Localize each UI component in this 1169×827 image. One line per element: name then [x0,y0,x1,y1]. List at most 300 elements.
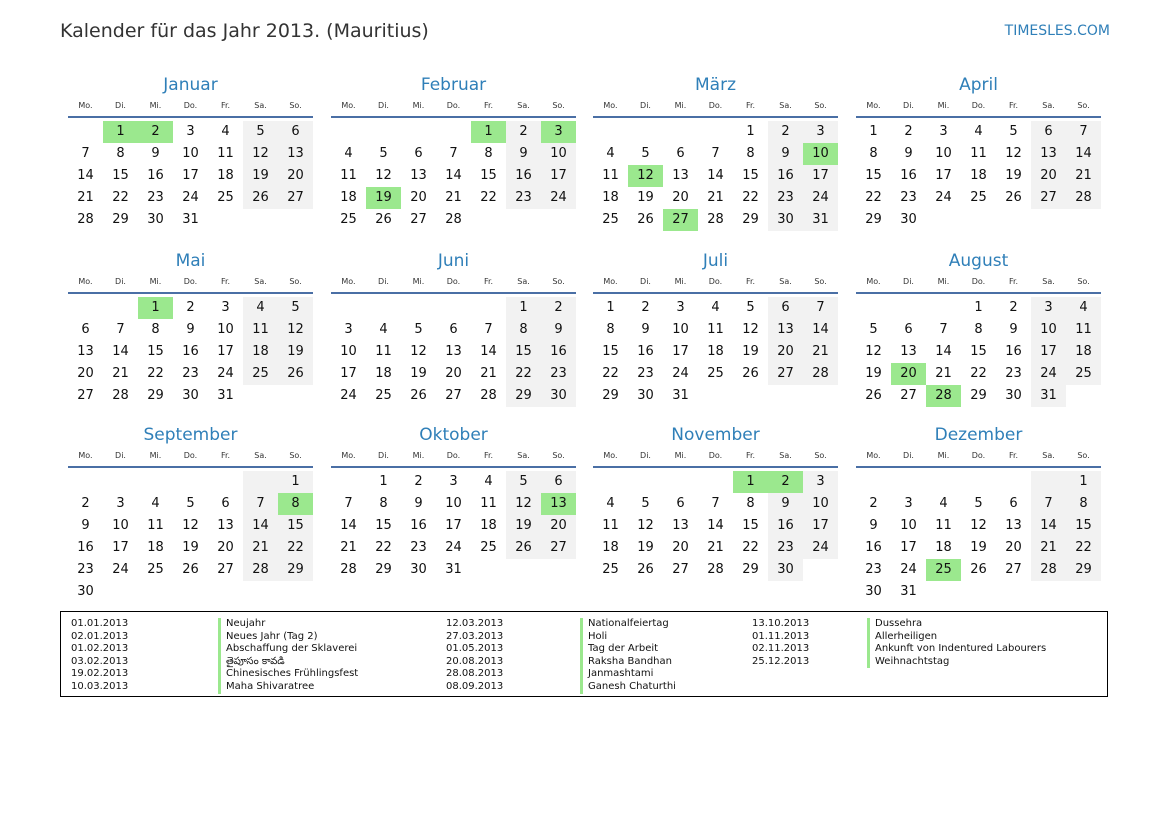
day-cell: 28 [480,388,497,403]
day-cell: 24 [672,366,689,381]
day-cell: 13 [900,344,917,359]
weekday-label: Mo. [866,277,881,286]
empty-day-cell [103,471,138,493]
day-cell: 21 [77,190,94,205]
day-cell: 24 [803,187,838,209]
weekday-label: Do. [446,277,461,286]
day-cell: 24 [217,366,234,381]
day-cell: 27 [541,537,576,559]
holiday-day-cell: 1 [733,471,768,493]
day-cell: 14 [707,168,724,183]
day-cell: 13 [410,168,427,183]
day-cell: 14 [1031,515,1066,537]
day-cell: 20 [768,341,803,363]
day-cell: 5 [278,297,313,319]
day-cell: 3 [344,322,353,337]
day-cell: 14 [480,344,497,359]
holiday-date: 28.08.2013 [446,668,504,680]
day-cell: 7 [344,496,353,511]
weekday-label: Fr. [483,277,494,286]
day-cell: 29 [602,388,619,403]
day-cell: 5 [186,496,195,511]
day-cell: 16 [77,540,94,555]
day-cell: 6 [541,471,576,493]
day-grid [68,297,313,407]
weekday-label: Mo. [341,451,356,460]
day-cell: 28 [445,212,462,227]
weekday-label: Mi. [674,277,687,286]
day-cell: 18 [1066,341,1101,363]
day-cell: 12 [243,143,278,165]
day-cell: 4 [606,496,615,511]
day-cell: 23 [900,190,917,205]
holiday-name: Dussehra [867,618,1046,631]
day-cell: 21 [935,366,952,381]
holiday-date: 01.01.2013 [71,618,129,629]
day-cell: 16 [410,518,427,533]
day-cell: 24 [803,537,838,559]
day-cell: 25 [217,190,234,205]
day-cell: 7 [484,322,493,337]
day-cell: 6 [414,146,423,161]
day-cell: 4 [1066,297,1101,319]
day-cell: 28 [243,559,278,581]
day-grid [68,121,313,231]
day-cell: 26 [865,388,882,403]
holiday-date: 02.01.2013 [71,630,129,642]
day-cell: 15 [1066,515,1101,537]
day-cell: 22 [970,366,987,381]
month-name: März [695,75,736,95]
day-cell: 13 [217,518,234,533]
day-cell: 9 [768,143,803,165]
holiday-name: Nationalfeiertag [580,618,676,631]
weekday-label: Fr. [483,101,494,110]
day-cell: 21 [340,540,357,555]
day-cell: 24 [445,540,462,555]
day-cell: 7 [1031,493,1066,515]
holiday-name: Raksha Bandhan [580,656,676,669]
holiday-name: Neujahr [218,618,358,631]
day-cell: 22 [147,366,164,381]
empty-day-cell [471,297,506,319]
day-cell: 19 [410,366,427,381]
holiday-name: Holi [580,631,676,644]
day-cell: 8 [869,146,878,161]
day-cell: 17 [182,168,199,183]
day-cell: 23 [637,366,654,381]
day-cell: 23 [541,363,576,385]
day-cell: 8 [116,146,125,161]
weekday-label: Mo. [866,451,881,460]
day-cell: 11 [1066,319,1101,341]
month-name: Februar [420,75,487,95]
day-cell: 18 [375,366,392,381]
empty-day-cell [401,121,436,143]
weekday-label: So. [552,277,565,286]
weekday-label: Do. [708,101,723,110]
day-cell: 21 [707,540,724,555]
weekday-label: Mi. [674,451,687,460]
day-cell: 10 [541,143,576,165]
weekday-label: Mo. [78,277,93,286]
legend-names-col-1 [218,618,358,694]
day-cell: 8 [974,322,983,337]
day-cell: 10 [445,496,462,511]
day-cell: 4 [243,297,278,319]
day-cell: 2 [81,496,90,511]
holiday-name: Janmashtami [580,668,676,681]
holiday-date: 19.02.2013 [71,668,129,680]
day-cell: 4 [711,300,720,315]
weekday-label: Mi. [412,101,425,110]
holiday-name: Ganesh Chaturthi [580,681,676,694]
empty-day-cell [961,471,996,493]
day-cell: 6 [768,297,803,319]
day-cell: 16 [147,168,164,183]
day-cell: 26 [742,366,759,381]
weekday-label: Do. [446,451,461,460]
weekday-label: Mi. [937,101,950,110]
day-cell: 24 [1031,363,1066,385]
day-cell: 26 [182,562,199,577]
day-cell: 3 [676,300,685,315]
day-cell: 1 [1066,471,1101,493]
empty-day-cell [331,121,366,143]
day-cell: 30 [1005,388,1022,403]
day-cell: 8 [606,322,615,337]
day-cell: 14 [935,344,952,359]
day-cell: 25 [243,363,278,385]
empty-day-cell [366,121,401,143]
weekday-header [331,449,576,468]
day-cell: 10 [217,322,234,337]
day-cell: 13 [77,344,94,359]
day-cell: 29 [970,388,987,403]
holiday-date: 01.05.2013 [446,643,504,655]
holiday-day-cell: 8 [278,493,313,515]
weekday-label: Mo. [78,451,93,460]
weekday-label: Di. [115,101,126,110]
weekday-label: Mo. [78,101,93,110]
day-cell: 15 [742,518,759,533]
day-cell: 8 [1066,493,1101,515]
holiday-day-cell: 12 [628,165,663,187]
day-grid [593,121,838,231]
month-name: Oktober [419,425,488,445]
holiday-name: Allerheiligen [867,631,1046,644]
weekday-label: Di. [378,101,389,110]
day-cell: 23 [147,190,164,205]
month-8 [856,247,1101,407]
day-cell: 23 [865,562,882,577]
day-cell: 3 [939,124,948,139]
empty-day-cell [698,121,733,143]
empty-day-cell [68,297,103,319]
day-cell: 31 [1031,385,1066,407]
holiday-day-cell: 1 [471,121,506,143]
day-cell: 2 [904,124,913,139]
holiday-day-cell: 27 [663,209,698,231]
weekday-header [593,275,838,294]
holiday-date: 08.09.2013 [446,680,504,692]
weekday-label: Fr. [483,451,494,460]
day-cell: 31 [217,388,234,403]
day-cell: 19 [970,540,987,555]
day-cell: 15 [147,344,164,359]
day-cell: 22 [742,190,759,205]
page-title: Kalender für das Jahr 2013. (Mauritius) [60,20,429,42]
month-name: Januar [163,75,218,95]
day-cell: 19 [637,190,654,205]
day-cell: 18 [707,344,724,359]
empty-day-cell [628,121,663,143]
day-cell: 8 [746,496,755,511]
weekday-label: Fr. [1008,277,1019,286]
day-cell: 28 [340,562,357,577]
day-cell: 3 [803,121,838,143]
day-cell: 25 [970,190,987,205]
day-cell: 17 [445,518,462,533]
empty-day-cell [68,121,103,143]
day-cell: 14 [707,518,724,533]
day-cell: 24 [900,562,917,577]
day-cell: 28 [1066,187,1101,209]
empty-day-cell [243,471,278,493]
day-cell: 22 [375,540,392,555]
day-cell: 12 [278,319,313,341]
day-cell: 26 [970,562,987,577]
holiday-legend [60,611,1108,697]
month-7 [593,247,838,407]
day-cell: 2 [1009,300,1018,315]
day-cell: 7 [449,146,458,161]
day-cell: 26 [637,212,654,227]
holiday-name: Abschaffung der Sklaverei [218,643,358,656]
empty-day-cell [68,471,103,493]
day-cell: 15 [970,344,987,359]
day-cell: 3 [803,471,838,493]
month-12 [856,421,1101,603]
day-cell: 10 [182,146,199,161]
month-name: Dezember [934,425,1023,445]
weekday-label: Sa. [1042,451,1055,460]
day-cell: 16 [1005,344,1022,359]
weekday-label: Fr. [220,101,231,110]
weekday-label: Fr. [1008,451,1019,460]
day-cell: 30 [768,559,803,581]
day-cell: 29 [865,212,882,227]
day-cell: 29 [147,388,164,403]
day-cell: 11 [375,344,392,359]
empty-day-cell [663,121,698,143]
weekday-label: Mi. [412,277,425,286]
weekday-label: Do. [183,451,198,460]
day-cell: 20 [77,366,94,381]
weekday-label: Sa. [1042,101,1055,110]
day-cell: 6 [1009,496,1018,511]
holiday-day-cell: 13 [541,493,576,515]
weekday-label: Mi. [412,451,425,460]
month-1 [68,71,313,231]
day-cell: 27 [1031,187,1066,209]
day-grid [593,297,838,407]
day-grid [593,471,838,581]
day-cell: 7 [711,146,720,161]
day-cell: 25 [602,562,619,577]
weekday-label: Sa. [779,101,792,110]
holiday-day-cell: 10 [803,143,838,165]
day-cell: 5 [746,300,755,315]
day-cell: 1 [606,300,615,315]
empty-day-cell [331,471,366,493]
day-cell: 16 [541,341,576,363]
site-link[interactable]: TIMESLES.COM [1004,23,1110,39]
day-cell: 15 [865,168,882,183]
weekday-label: Do. [971,451,986,460]
day-cell: 18 [602,540,619,555]
holiday-date: 25.12.2013 [752,655,810,667]
day-cell: 9 [1009,322,1018,337]
day-cell: 6 [449,322,458,337]
empty-day-cell [698,471,733,493]
day-cell: 4 [606,146,615,161]
day-cell: 24 [340,388,357,403]
day-cell: 29 [278,559,313,581]
day-cell: 6 [221,496,230,511]
weekday-label: So. [289,277,302,286]
day-cell: 16 [768,515,803,537]
day-cell: 11 [340,168,357,183]
day-cell: 11 [147,518,164,533]
weekday-label: Mo. [866,101,881,110]
weekday-label: Fr. [220,277,231,286]
day-cell: 29 [112,212,129,227]
day-cell: 29 [742,212,759,227]
day-cell: 9 [869,518,878,533]
weekday-label: Sa. [254,101,267,110]
day-cell: 19 [865,366,882,381]
day-cell: 1 [869,124,878,139]
day-cell: 10 [112,518,129,533]
day-cell: 12 [742,322,759,337]
holiday-name: తైపూసం కావడి [218,656,358,669]
day-cell: 20 [672,190,689,205]
weekday-header [856,275,1101,294]
legend-dates-col-2 [446,618,503,694]
day-cell: 7 [711,496,720,511]
weekday-label: Sa. [779,277,792,286]
holiday-day-cell: 25 [926,559,961,581]
day-cell: 15 [742,168,759,183]
day-cell: 29 [375,562,392,577]
weekday-label: Mo. [603,451,618,460]
weekday-label: Mi. [149,277,162,286]
day-grid [856,297,1101,407]
day-cell: 20 [278,165,313,187]
empty-day-cell [926,471,961,493]
empty-day-cell [891,297,926,319]
day-cell: 3 [186,124,195,139]
day-grid [331,121,576,231]
empty-day-cell [436,121,471,143]
day-cell: 23 [768,187,803,209]
weekday-header [593,449,838,468]
weekday-label: Mo. [341,277,356,286]
day-cell: 20 [445,366,462,381]
day-cell: 19 [182,540,199,555]
day-cell: 9 [641,322,650,337]
day-cell: 11 [243,319,278,341]
day-cell: 16 [182,344,199,359]
day-cell: 25 [1066,363,1101,385]
weekday-label: Di. [903,277,914,286]
day-cell: 23 [410,540,427,555]
holiday-date: 10.03.2013 [71,680,129,692]
weekday-header [856,449,1101,468]
day-cell: 14 [243,515,278,537]
day-cell: 7 [81,146,90,161]
month-11 [593,421,838,581]
weekday-label: Mo. [603,277,618,286]
weekday-label: Mi. [937,451,950,460]
day-cell: 28 [1031,559,1066,581]
day-cell: 3 [449,474,458,489]
weekday-label: Do. [971,277,986,286]
weekday-label: Sa. [779,451,792,460]
day-cell: 31 [803,209,838,231]
day-cell: 14 [77,168,94,183]
day-cell: 13 [768,319,803,341]
day-cell: 5 [641,496,650,511]
day-cell: 17 [1031,341,1066,363]
weekday-label: Do. [183,101,198,110]
day-cell: 5 [1009,124,1018,139]
day-cell: 28 [803,363,838,385]
empty-day-cell [1031,471,1066,493]
day-cell: 19 [243,165,278,187]
day-cell: 17 [541,165,576,187]
day-cell: 26 [278,363,313,385]
empty-day-cell [663,471,698,493]
day-cell: 6 [81,322,90,337]
day-grid [68,471,313,603]
day-cell: 12 [410,344,427,359]
weekday-label: Do. [708,277,723,286]
month-name: Juni [437,251,470,271]
empty-day-cell [593,121,628,143]
day-cell: 20 [541,515,576,537]
holiday-name: Tag der Arbeit [580,643,676,656]
weekday-label: Sa. [517,101,530,110]
day-cell: 10 [803,493,838,515]
empty-day-cell [891,471,926,493]
day-cell: 20 [1005,540,1022,555]
empty-day-cell [401,297,436,319]
month-name: August [948,251,1009,271]
weekday-label: Mo. [341,101,356,110]
day-cell: 26 [375,212,392,227]
month-9 [68,421,313,603]
day-cell: 13 [278,143,313,165]
day-cell: 14 [803,319,838,341]
day-cell: 12 [970,518,987,533]
day-cell: 30 [865,584,882,599]
day-cell: 5 [869,322,878,337]
day-cell: 23 [1005,366,1022,381]
day-cell: 25 [707,366,724,381]
holiday-name: Neues Jahr (Tag 2) [218,631,358,644]
